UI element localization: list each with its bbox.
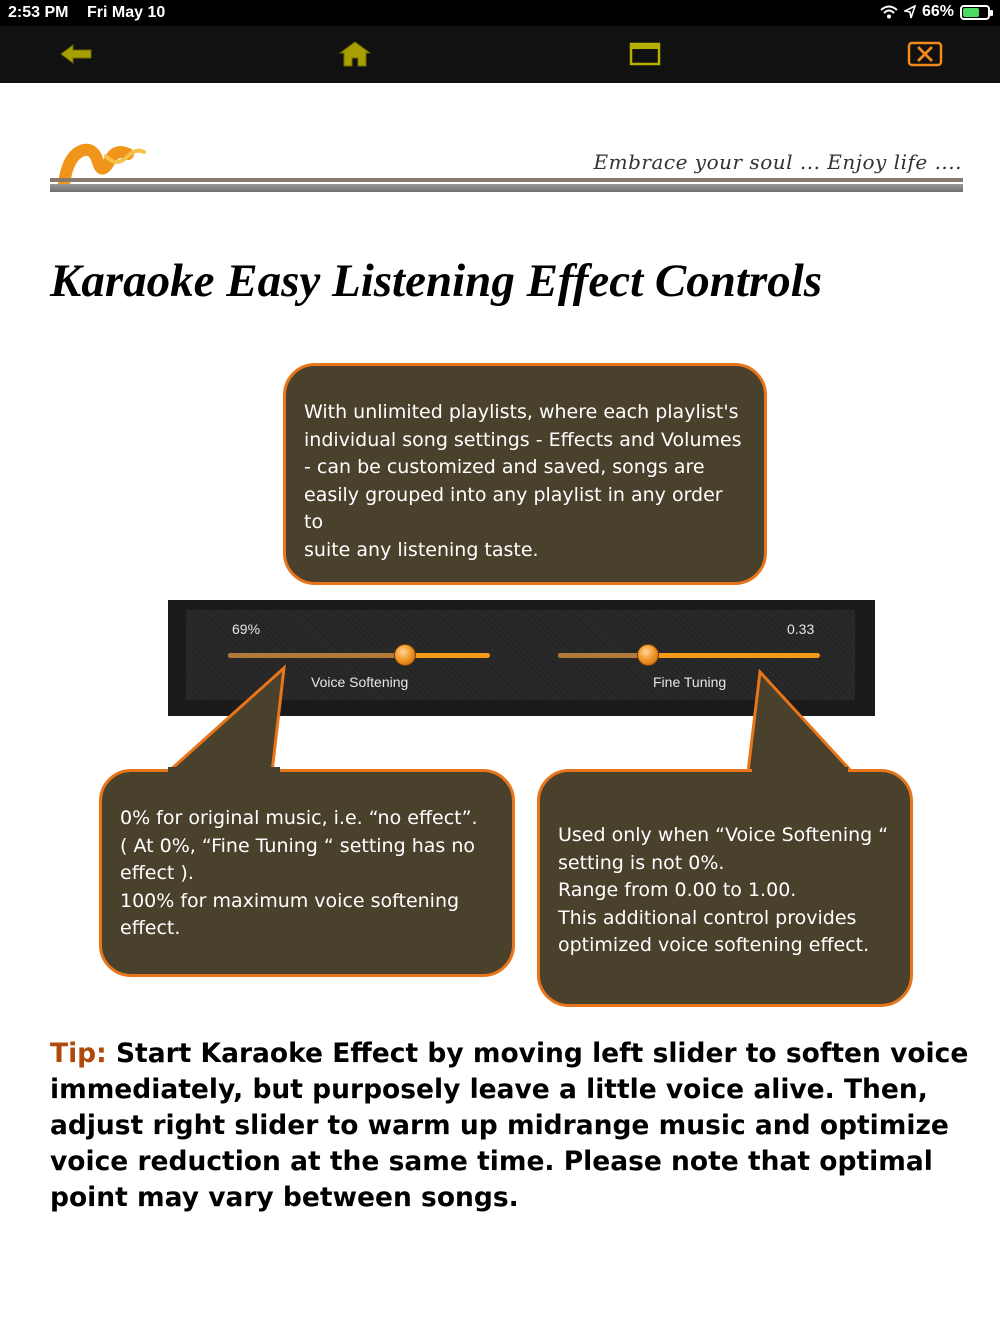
back-button[interactable]	[56, 36, 96, 72]
battery-percent: 66%	[921, 3, 954, 20]
brand-logo	[58, 140, 148, 190]
fine-tuning-track-fill	[558, 653, 648, 658]
status-bar	[0, 0, 1000, 26]
location-icon	[904, 5, 916, 19]
callout-voice-softening	[99, 769, 515, 977]
status-time: 2:53 PM	[8, 4, 69, 21]
home-button[interactable]	[335, 36, 375, 72]
callout-left-join	[168, 767, 280, 777]
voice-softening-label: Voice Softening	[311, 674, 409, 690]
callout-right-join	[752, 767, 848, 777]
voice-softening-thumb[interactable]	[394, 644, 416, 666]
window-button[interactable]	[625, 36, 665, 72]
callout-left-pointer	[160, 660, 300, 775]
callout-voice-softening-text: 0% for original music, i.e. “no effect”. ( At 0%, “Fine Tuning “ setting has no effect ). 100% for maximum voice softening effect.	[120, 807, 478, 939]
battery-icon	[960, 5, 990, 20]
tip-label: Tip:	[50, 1038, 116, 1069]
page-title: Karaoke Easy Listening Effect Controls	[50, 255, 823, 307]
tagline: Embrace your soul ... Enjoy life ....	[593, 150, 962, 174]
arrow-left-icon	[59, 43, 93, 65]
voice-softening-slider[interactable]	[228, 653, 490, 658]
callout-fine-tuning-text: Used only when “Voice Softening “ setting is not 0%. Range from 0.00 to 1.00. This additional control provides optimized voice softening effect.	[558, 824, 889, 956]
status-date: Fri May 10	[87, 4, 166, 21]
callout-playlists	[283, 363, 767, 585]
close-button[interactable]	[905, 36, 945, 72]
header-divider	[50, 178, 963, 182]
tip-text: Start Karaoke Effect by moving left slider to soften voice immediately, but purposely leave a little voice alive. Then, adjust right slider to warm up midrange music and optimize voice reduction at the same time. Please note that optimal point may vary between songs.	[50, 1038, 969, 1213]
close-icon	[907, 41, 943, 67]
header-divider-bar	[50, 184, 963, 192]
window-icon	[629, 42, 661, 66]
callout-playlists-text: With unlimited playlists, where each playlist's individual song settings - Effects and Volumes - can be customized and saved, songs are easily grouped into any playlist in any order to suite any listening taste.	[304, 401, 742, 561]
toolbar	[0, 26, 1000, 83]
tip	[50, 1036, 970, 1216]
wifi-icon	[880, 5, 898, 19]
status-indicators	[880, 3, 990, 21]
fine-tuning-value: 0.33	[787, 621, 815, 637]
battery-level	[963, 8, 979, 17]
fine-tuning-thumb[interactable]	[637, 644, 659, 666]
voice-softening-track-fill	[228, 653, 405, 658]
voice-softening-value: 69%	[232, 621, 261, 637]
home-icon	[338, 40, 372, 68]
fine-tuning-slider[interactable]	[558, 653, 820, 658]
callout-fine-tuning	[537, 769, 913, 1007]
fine-tuning-label: Fine Tuning	[653, 674, 727, 690]
